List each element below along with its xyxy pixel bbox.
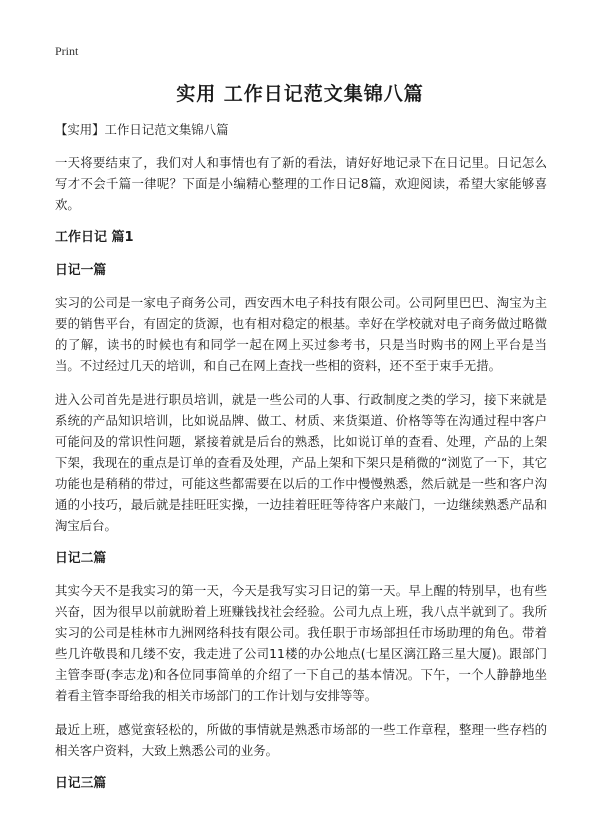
paragraph: 进入公司首先是进行职员培训，就是一些公司的人事、行政制度之类的学习，接下来就是系统的产品知识培训，比如说品牌、做工、材质、来货渠道、价格等等在沟通过程中客户可能问及的常识性问题，紧接着就是后台的熟悉，比如说订单的查看、处理，产品的上架下架，我现在的重点是订单的查看及处理，产品上架和下架只是稍微的“浏览了一下，其它功能也是稍稍的带过，可能这些都需要在以后的工作中慢慢熟悉，然后就是一些和客户沟通的小技巧，最后就是挂旺旺实操，一边挂着旺旺等待客户来敲门，一边继续熟悉产品和淘宝后台。	[55, 392, 547, 533]
section-heading: 工作日记 篇1	[55, 230, 134, 245]
paragraph: 实习的公司是一家电子商务公司，西安西木电子科技有限公司。公司阿里巴巴、淘宝为主要的销售平台，有固定的货源，也有相对稳定的根基。幸好在学校就对电子商务做过略微的了解，读书的时候也有和同学一起在网上买过参考书，只是当时购书的网上平台是当当。不过经过几天的培训，和自己在网上查找一些相的资料，还不至于束手无措。	[55, 295, 547, 373]
intro-paragraph: 一天将要结束了，我们对人和事情也有了新的看法，请好好地记录下在日记里。日记怎么写才不会千篇一律呢？下面是小编精心整理的工作日记8篇，欢迎阅读，希望大家能够喜欢。	[55, 155, 547, 212]
diary-heading-1: 日记一篇	[55, 263, 107, 278]
document-body	[55, 119, 547, 805]
paragraph: 其实今天不是我实习的第一天，今天是我写实习日记的第一天。早上醒的特别早，也有些兴奋，因为很早以前就盼着上班赚钱找社会经验。公司九点上班，我八点半就到了。我所实习的公司是桂林市九洲网络科技有限公司。我任职于市场部担任市场助理的角色。带着些几许敬畏和几缕不安，我走进了公司11楼的办公地点(七星区漓江路三星大厦)。跟部门主管李哥(李志龙)和各位同事简单的介绍了一下自己的基本情况。下午，一个人静静地坐着看主管李哥给我的相关市场部门的工作计划与安排等等。	[55, 583, 547, 703]
page-title: 实用 工作日记范文集锦八篇	[176, 83, 424, 105]
paragraph: 最近上班，感觉蛮轻松的，所做的事情就是熟悉市场部的一些工作章程，整理一些存档的相关客户资料，大致上熟悉公司的业务。	[55, 722, 547, 758]
document-subtitle: 【实用】工作日记范文集锦八篇	[55, 122, 229, 137]
diary-heading-3: 日记三篇	[55, 776, 107, 791]
diary-heading-2: 日记二篇	[55, 551, 107, 566]
print-link[interactable]: Print	[55, 44, 79, 58]
